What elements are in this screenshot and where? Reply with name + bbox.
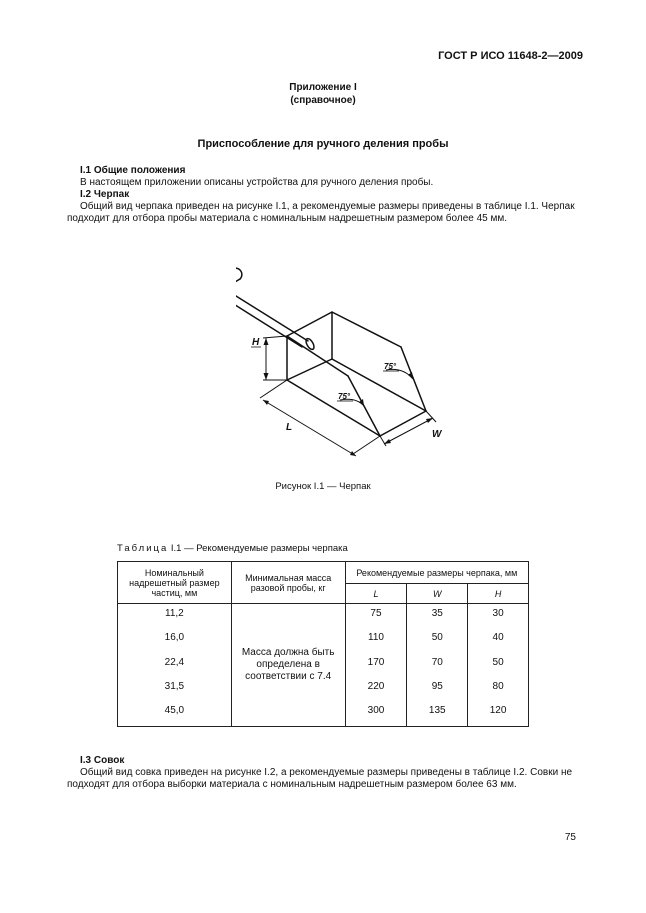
handle-grip-end [236,268,242,279]
top-edge-left [287,336,348,376]
table-caption-word: Таблица [117,543,169,554]
size-value: 11,2 [165,608,184,619]
subheader-l: L [345,584,407,604]
h-ext-top [263,336,287,338]
w-value: 35 [431,608,443,619]
sec1-heading: I.1 Общие положения [80,165,186,176]
subheader-h: H [468,584,529,604]
sec2-heading: I.2 Черпак [80,189,130,200]
l-dim-line [263,400,356,456]
size-column [118,604,232,727]
table-caption-text: I.1 — Рекомендуемые размеры черпака [170,543,348,554]
w-ext-left [380,436,386,446]
sec3-heading: I.3 Совок [80,755,125,766]
appendix-title: Приложение I [289,82,357,93]
w-arrow-start [384,439,391,444]
section-title: Приспособление для ручного деления пробы [197,138,449,150]
handle-shaft-top [236,291,308,341]
page-number: 75 [564,832,576,843]
w-value: 135 [428,705,446,716]
scoop-dimensions-table [117,561,529,727]
sec3-line2: подходят для отбора выборки материала с номинальным надрешетным размером более 63 мм. [67,779,517,790]
label-w: W [432,429,442,440]
h-value: 80 [492,680,504,692]
header-dimensions: Рекомендуемые размеры черпака, мм [345,562,528,584]
l-column [345,604,407,727]
h-value: 30 [492,608,504,619]
subheader-w: W [407,584,468,604]
w-value: 50 [431,632,443,644]
w-arrow-end [426,418,433,423]
l-arrow-start [263,400,269,405]
l-value: 110 [368,632,384,644]
size-value: 45,0 [164,705,185,716]
w-dim-line [384,418,433,444]
header-mass: Минимальная масса разовой пробы, кг [231,562,345,604]
w-column [407,604,468,727]
label-l: L [286,422,293,433]
sec1-text: В настоящем приложении описаны устройства для ручного деления пробы. [80,177,434,188]
h-value: 120 [489,705,507,716]
h-arrow-bottom [264,373,269,380]
w-value: 95 [431,680,443,692]
figure-caption: Рисунок I.1 — Черпак [275,481,371,492]
h-value: 50 [492,656,504,668]
back-panel [287,312,332,380]
w-value: 70 [431,656,443,668]
table-caption [117,543,348,554]
front-lip [380,411,426,436]
top-edge-right [332,312,401,347]
mass-note: Масса должна быть определена в соответствии с 7.4 [231,604,345,727]
l-value: 75 [370,608,382,619]
l-ext-front [353,436,380,454]
size-value: 31,5 [164,680,185,692]
sec2-line2: подходит для отбора пробы материала с номинальным надрешетным размером более 45 мм. [67,213,508,224]
h-arrow-top [264,338,269,345]
handle-grip-bottom [236,279,240,298]
bottom-edge-right [332,359,426,411]
label-angle2: 75° [384,362,397,371]
l-arrow-end [350,451,356,456]
size-value: 22,4 [164,656,185,668]
right-wall-front [401,347,426,411]
h-column [468,604,529,727]
size-value: 16,0 [164,632,185,644]
l-value: 220 [367,680,385,692]
l-value: 300 [367,705,385,716]
sec2-line1: Общий вид черпака приведен на рисунке I.1, а рекомендуемые размеры приведены в таблице I.1. Черпак [80,201,575,212]
sec3-line1: Общий вид совка приведен на рисунке I.2, а рекомендуемые размеры приведены в таблице I.2. Совки не [80,767,573,778]
h-value: 40 [492,632,504,644]
scoop-figure [236,266,456,466]
header-size: Номинальный надрешетный размер частиц, мм [118,562,232,604]
document-header: ГОСТ Р ИСО 11648-2—2009 [438,50,583,62]
l-ext-back [260,380,287,398]
label-angle1: 75° [338,392,351,401]
appendix-heading [0,81,646,107]
bottom-edge-left [287,380,380,436]
l-value: 170 [367,656,385,668]
appendix-subtitle: (справочное) [290,95,356,106]
label-h: H [252,337,260,348]
